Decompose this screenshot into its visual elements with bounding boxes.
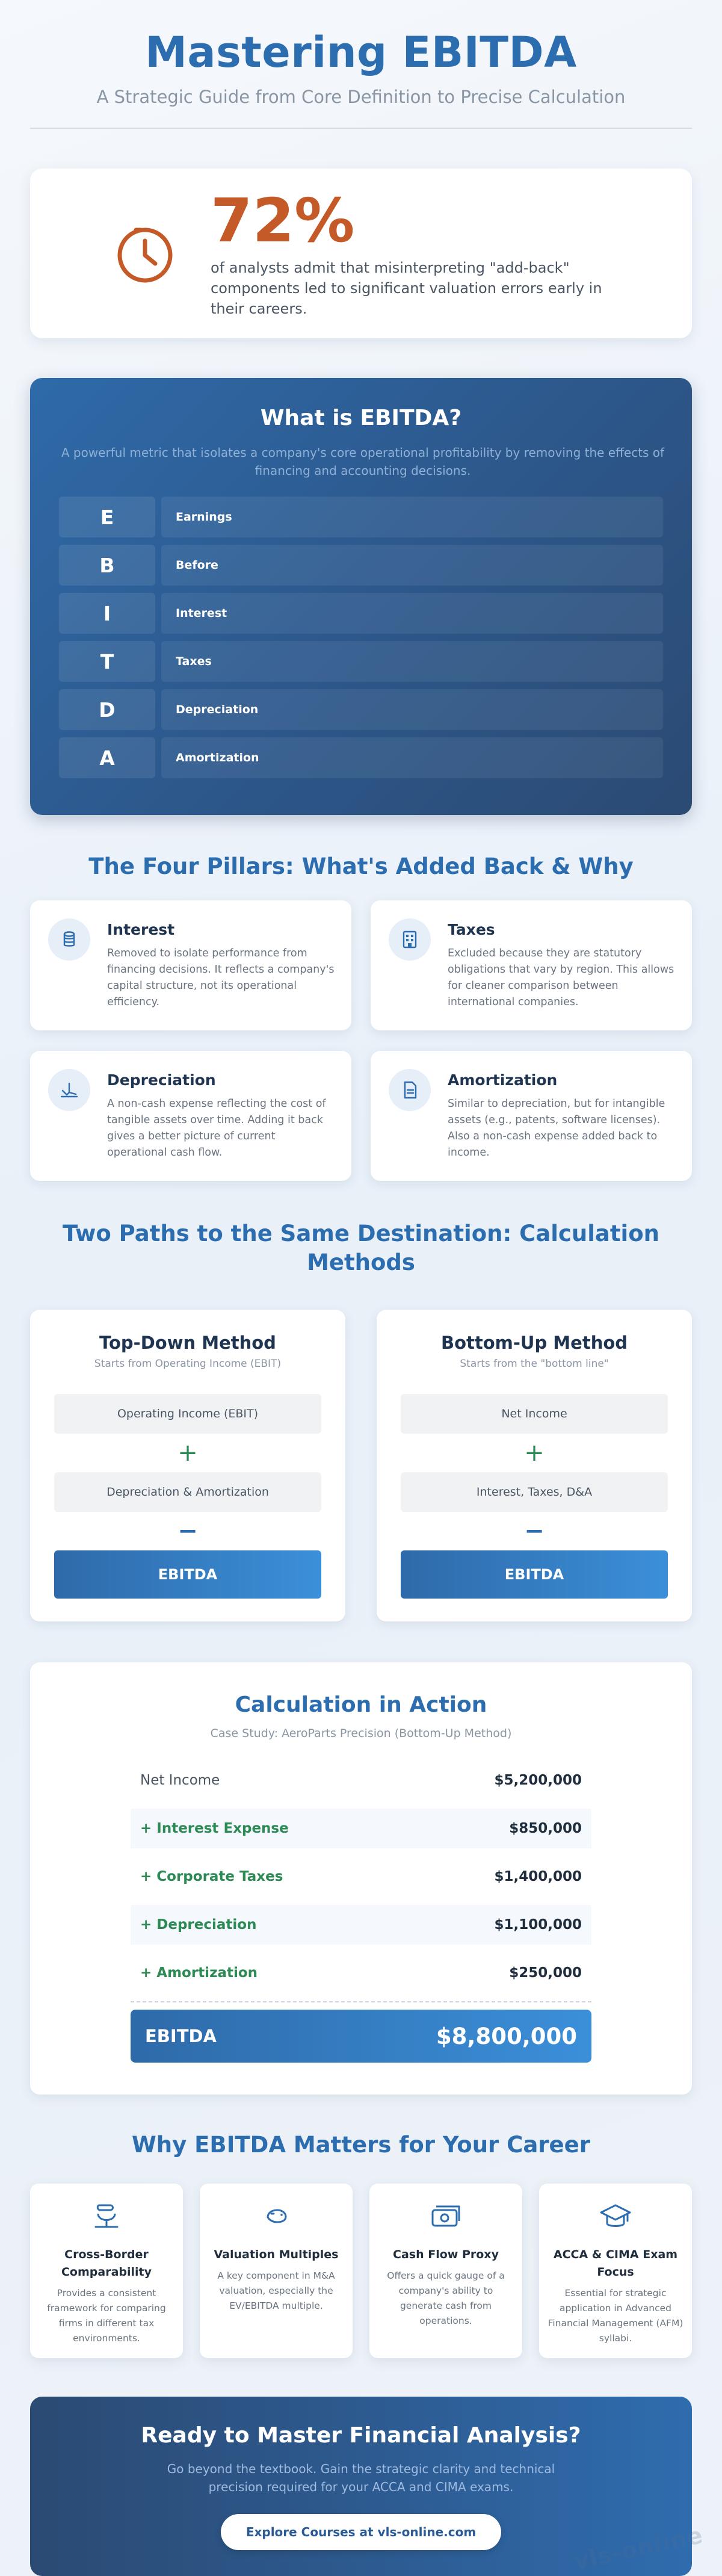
- pillar-text: Removed to isolate performance from financing decisions. It reflects a company's capital structure, not its operational efficiency.: [107, 947, 335, 1008]
- stopwatch-icon: [112, 220, 178, 286]
- definition-subtitle: A powerful metric that isolates a company's core operational profitability by removing the effects of financing and accounting decisions.: [61, 445, 665, 478]
- row-value: $1,400,000: [494, 1869, 582, 1884]
- scale-icon: [90, 2200, 123, 2234]
- building-icon: [389, 918, 431, 961]
- career-card-title: Valuation Multiples: [214, 2248, 339, 2261]
- pillar-title: Amortization: [448, 1071, 558, 1089]
- cash-icon: [429, 2200, 463, 2234]
- career-title: Why EBITDA Matters for Your Career: [131, 2132, 590, 2158]
- declining-asset-icon: [48, 1069, 90, 1111]
- career-card-text: Provides a consistent framework for comparing firms in different tax environments.: [47, 2288, 166, 2344]
- method-result: EBITDA: [54, 1550, 321, 1599]
- pillar-title: Interest: [107, 921, 175, 938]
- total-label: EBITDA: [145, 2026, 217, 2046]
- piggy-bank-icon: [259, 2200, 293, 2234]
- stat-card: [30, 169, 692, 338]
- watermark: vls-online: [571, 2521, 706, 2575]
- method-title: Bottom-Up Method: [440, 1333, 628, 1353]
- cta-title: Ready to Master Financial Analysis?: [141, 2423, 581, 2448]
- pillar-interest: [30, 900, 351, 1030]
- career-card-text: A key component in M&A valuation, especially the EV/EBITDA multiple.: [217, 2270, 335, 2311]
- calculation-subtitle: Case Study: AeroParts Precision (Bottom-Up Method): [210, 1727, 512, 1740]
- career-card-text: Essential for strategic application in Advanced Financial Management (AFM) syllabi.: [548, 2288, 683, 2344]
- acronym-row: [59, 545, 663, 586]
- pillar-depreciation: [30, 1051, 351, 1181]
- acronym-list: [59, 497, 663, 778]
- row-label: + Depreciation: [140, 1917, 257, 1933]
- calculation-total: [131, 2010, 591, 2063]
- method-title: Top-Down Method: [99, 1333, 276, 1353]
- acronym-row: [59, 689, 663, 730]
- plus-icon: +: [524, 1439, 545, 1467]
- arrow-icon: −: [524, 1517, 545, 1545]
- career-card-title: Cross-Border Comparability: [61, 2248, 152, 2279]
- calculation-row: [131, 1905, 591, 1945]
- pillars-title: The Four Pillars: What's Added Back & Why: [88, 853, 634, 879]
- calculation-row: [131, 1760, 591, 1800]
- career-card: [369, 2184, 522, 2358]
- row-value: $5,200,000: [494, 1773, 582, 1788]
- methods-title: Two Paths to the Same Destination: Calculation Methods: [63, 1221, 659, 1275]
- pillar-text: Similar to depreciation, but for intangible assets (e.g., patents, software licenses). Also a non-cash expense added back to income.: [448, 1098, 665, 1159]
- row-label: + Corporate Taxes: [140, 1869, 283, 1884]
- pillars-grid: [30, 900, 692, 1181]
- calculation-table: [131, 1760, 591, 2063]
- acronym-word: Interest: [161, 593, 663, 634]
- acronym-row: [59, 737, 663, 778]
- row-value: $1,100,000: [494, 1917, 582, 1933]
- calculation-row: [131, 1953, 591, 1993]
- divider: [131, 2001, 591, 2002]
- explore-courses-button[interactable]: Explore Courses at vls-online.com: [221, 2514, 501, 2550]
- page-subtitle: A Strategic Guide from Core Definition to Precise Calculation: [96, 87, 626, 107]
- pillar-text: A non-cash expense reflecting the cost of tangible assets over time. Adding it back gives a better picture of current operational cash flow.: [107, 1098, 326, 1159]
- calculation-card: [30, 1662, 692, 2095]
- calculation-row: [131, 1809, 591, 1848]
- plus-icon: +: [177, 1439, 198, 1467]
- arrow-icon: −: [177, 1517, 198, 1545]
- acronym-row: [59, 497, 663, 537]
- calculation-row: [131, 1857, 591, 1896]
- career-grid: [30, 2184, 692, 2358]
- method-step: Depreciation & Amortization: [54, 1472, 321, 1512]
- career-card: [539, 2184, 692, 2358]
- methods-row: [30, 1310, 692, 1621]
- acronym-letter: D: [59, 689, 155, 730]
- acronym-word: Before: [161, 545, 663, 586]
- acronym-word: Amortization: [161, 737, 663, 778]
- acronym-word: Taxes: [161, 641, 663, 682]
- definition-card: [30, 378, 692, 815]
- career-card: [200, 2184, 353, 2358]
- pillar-title: Taxes: [448, 921, 495, 938]
- page-header: [30, 0, 692, 129]
- cta-text: Go beyond the textbook. Gain the strategic clarity and technical precision required for your ACCA and CIMA exams.: [167, 2462, 555, 2494]
- row-label: Net Income: [140, 1773, 220, 1788]
- career-card-text: Offers a quick gauge of a company's ability to generate cash from operations.: [387, 2270, 505, 2326]
- career-card-title: Cash Flow Proxy: [393, 2248, 499, 2261]
- acronym-letter: I: [59, 593, 155, 634]
- acronym-letter: T: [59, 641, 155, 682]
- stat-text: of analysts admit that misinterpreting "add-back" components led to significant valuation errors early in their careers.: [211, 259, 602, 317]
- acronym-word: Depreciation: [161, 689, 663, 730]
- method-result: EBITDA: [401, 1550, 668, 1599]
- top-down-method-card: [30, 1310, 345, 1621]
- pillar-title: Depreciation: [107, 1071, 216, 1089]
- coins-icon: [48, 918, 90, 961]
- acronym-row: [59, 593, 663, 634]
- career-card: [30, 2184, 183, 2358]
- row-value: $250,000: [509, 1965, 582, 1981]
- graduation-cap-icon: [599, 2200, 632, 2234]
- acronym-letter: E: [59, 497, 155, 537]
- career-card-title: ACCA & CIMA Exam Focus: [553, 2248, 678, 2279]
- row-label: + Interest Expense: [140, 1821, 289, 1836]
- acronym-letter: B: [59, 545, 155, 586]
- document-icon: [389, 1069, 431, 1111]
- total-value: $8,800,000: [436, 2023, 577, 2049]
- row-value: $850,000: [509, 1821, 582, 1836]
- stat-value: 72%: [211, 185, 355, 256]
- page-title: Mastering EBITDA: [145, 28, 577, 77]
- method-step: Interest, Taxes, D&A: [401, 1472, 668, 1512]
- method-step: Operating Income (EBIT): [54, 1394, 321, 1434]
- method-subtitle: Starts from Operating Income (EBIT): [94, 1358, 282, 1370]
- method-subtitle: Starts from the "bottom line": [460, 1358, 609, 1370]
- pillar-amortization: [371, 1051, 692, 1181]
- pillar-text: Excluded because they are statutory obligations that vary by region. This allows for cleaner comparison between international companies.: [448, 947, 674, 1008]
- definition-title: What is EBITDA?: [260, 406, 462, 430]
- acronym-word: Earnings: [161, 497, 663, 537]
- calculation-title: Calculation in Action: [235, 1692, 487, 1717]
- row-label: + Amortization: [140, 1965, 258, 1981]
- acronym-row: [59, 641, 663, 682]
- pillar-taxes: [371, 900, 692, 1030]
- method-step: Net Income: [401, 1394, 668, 1434]
- acronym-letter: A: [59, 737, 155, 778]
- bottom-up-method-card: [377, 1310, 692, 1621]
